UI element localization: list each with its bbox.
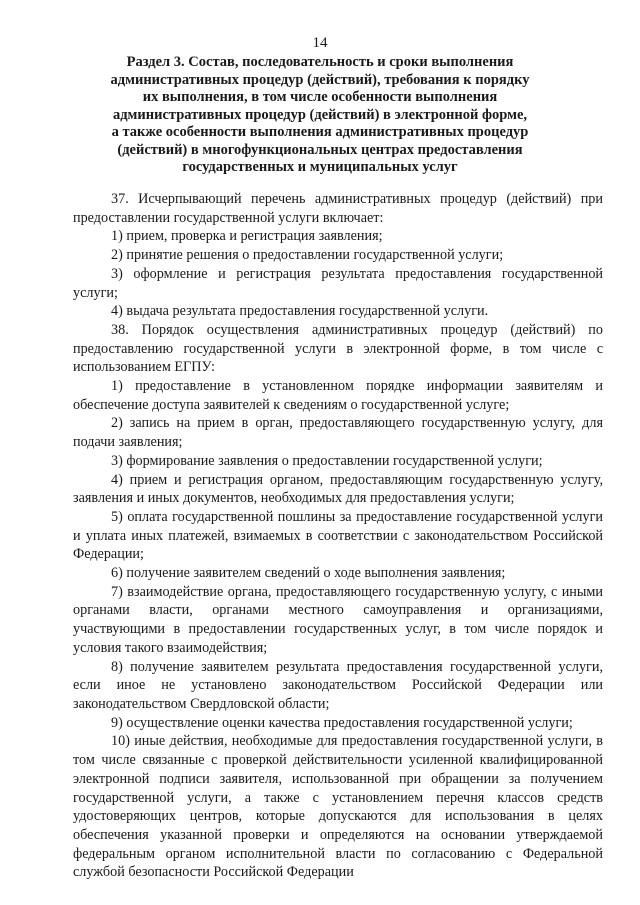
- section-heading-line: административных процедур (действий) в электронной форме,: [112, 106, 528, 123]
- document-body: [73, 190, 603, 882]
- list-item: 8) получение заявителем результата предоставления государственной услуги, если иное не установлено законодательством Российской Федерации или законодательством Свердловской области;: [73, 658, 603, 712]
- section-heading-line: а также особенности выполнения административных процедур: [111, 124, 529, 140]
- list-item: 3) формирование заявления о предоставлении государственной услуги;: [111, 452, 543, 469]
- list-item: 2) запись на прием в орган, предоставляющего государственную услугу, для подачи заявления;: [73, 415, 603, 451]
- section-heading-line: (действий) в многофункциональных центрах предоставления: [117, 141, 523, 158]
- list-item: 2) принятие решения о предоставлении государственной услуги;: [111, 247, 504, 264]
- section-heading-line: государственных и муниципальных услуг: [182, 159, 458, 175]
- section-heading: [100, 54, 540, 177]
- list-item: 4) выдача результата предоставления государственной услуги.: [111, 303, 489, 320]
- list-item: 3) оформление и регистрация результата предоставления государственной услуги;: [73, 265, 603, 301]
- list-item: 10) иные действия, необходимые для предоставления государственной услуги, в том числе связанные с проверкой действительности усиленной квалифицированной электронной подписи заявителя, использованной при обращении за получением государственной услуги, а также с установлением перечня классов средств удостоверяющих центров, которые допускаются для использования в целях обеспечения указанной проверки и определяются на основании утверждаемой федеральным органом исполнительной власти по согласованию с Федеральной службой безопасности Российской Федерации: [73, 733, 603, 881]
- list-item: 5) оплата государственной пошлины за предоставление государственной услуги и уплата иных платежей, взимаемых в соответствии с законодательством Российской Федерации;: [73, 508, 603, 563]
- paragraph-item-38: 38. Порядок осуществления административных процедур (действий) по предоставлению государственной услуги в электронной форме, в том числе с использованием ЕГПУ:: [73, 321, 603, 376]
- list-item: 1) предоставление в установленном порядке информации заявителям и обеспечение доступа заявителей к сведениям о государственной услуге;: [73, 378, 603, 413]
- paragraph-item-37: 37. Исчерпывающий перечень административных процедур (действий) при предоставлении государственной услуги включает:: [73, 191, 603, 226]
- list-item: 6) получение заявителем сведений о ходе выполнения заявления;: [111, 565, 506, 582]
- list-item: 4) прием и регистрация органом, предоставляющим государственную услугу, заявления и иных документов, необходимых для предоставления услуги;: [73, 471, 603, 507]
- page-number: 14: [312, 35, 328, 51]
- section-heading-line: их выполнения, в том числе особенности выполнения: [142, 89, 498, 105]
- section-heading-line: административных процедур (действий), требования к порядку: [110, 71, 530, 88]
- list-item: 9) осуществление оценки качества предоставления государственной услуги;: [111, 714, 573, 731]
- list-item: 1) прием, проверка и регистрация заявления;: [111, 228, 383, 245]
- list-item: 7) взаимодействие органа, предоставляющего государственную услугу, с иными органами власти, органами местного самоуправления и организациями, участвующими в предоставлении государственных услуг, в том числе порядок и условия такого взаимодействия;: [73, 583, 603, 656]
- section-heading-line: Раздел 3. Состав, последовательность и сроки выполнения: [126, 54, 514, 70]
